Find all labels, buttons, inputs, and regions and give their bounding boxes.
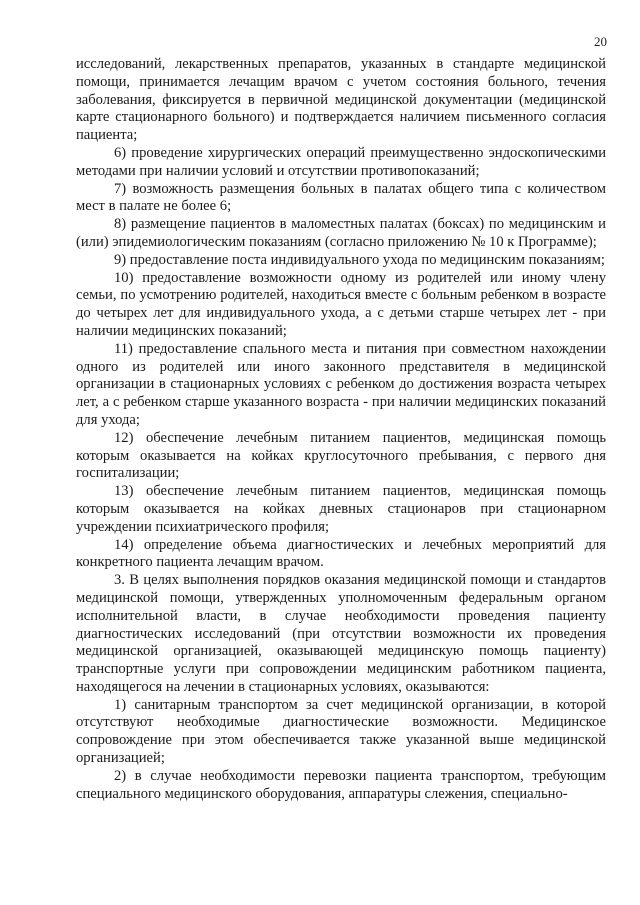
page-number: 20: [594, 34, 607, 49]
document-body: [76, 56, 606, 803]
paragraph-item-14: 14) определение объема диагностических и лечебных мероприятий для конкретного пациента лечащим врачом.: [76, 536, 606, 571]
paragraph-item-11: 11) предоставление спального места и питания при совместном нахождении одного из родителей или иного законного представителя в медицинской организации в стационарных условиях с ребенком до достижения возраста четырех лет, а с ребенком старше указанного возраста - при наличии медицинских показаний для ухода;: [76, 340, 606, 428]
paragraph-item-10: 10) предоставление возможности одному из родителей или иному члену семьи, по усмотрению родителей, находиться вместе с больным ребенком в возрасте до четырех лет для индивидуального ухода, а с детьми старше четырех лет - при наличии медицинских показаний;: [76, 269, 606, 339]
paragraph-item-9: 9) предоставление поста индивидуального ухода по медицинским показаниям;: [114, 251, 605, 268]
paragraph-item-8: 8) размещение пациентов в маломестных палатах (боксах) по медицинским и (или) эпидемиологическим показаниям (согласно приложению № 10 к Программе);: [76, 216, 606, 250]
paragraph-item-7: 7) возможность размещения больных в палатах общего типа с количеством мест в палате не более 6;: [76, 180, 606, 215]
paragraph-sub-2: 2) в случае необходимости перевозки пациента транспортом, требующим специального медицинского оборудования, аппаратуры слежения, специально-: [76, 767, 606, 802]
paragraph-sub-1: 1) санитарным транспортом за счет медицинской организации, в которой отсутствуют необходимые диагностические возможности. Медицинское сопровождение при этом обеспечивается также указанной выше медицинской организацией;: [76, 696, 606, 767]
paragraph-item-12: 12) обеспечение лечебным питанием пациентов, медицинская помощь которым оказывается на койках круглосуточного пребывания, с первого дня госпитализации;: [76, 429, 606, 482]
paragraph-section-3: 3. В целях выполнения порядков оказания медицинской помощи и стандартов медицинской помощи, утвержденных уполномоченным федеральным органом исполнительной власти, в случае необходимости проведения пациенту диагностических исследований (при отсутствии возможности их проведения медицинской организацией, оказывающей медицинскую помощь пациенту) транспортные услуги при сопровождении медицинским работником пациента, находящегося на лечении в стационарных условиях, оказываются:: [76, 572, 606, 695]
paragraph-continuation: исследований, лекарственных препаратов, указанных в стандарте медицинской помощи, принимается лечащим врачом с учетом состояния больного, течения заболевания, фиксируется в первичной медицинской документации (медицинской карте стационарного больного) и подтверждается наличием письменного согласия пациента;: [76, 56, 606, 144]
paragraph-item-13: 13) обеспечение лечебным питанием пациентов, медицинская помощь которым оказывается на койках дневных стационаров при стационарном учреждении психиатрического профиля;: [76, 483, 606, 535]
paragraph-item-6: 6) проведение хирургических операций преимущественно эндоскопическими методами при наличии условий и отсутствии противопоказаний;: [76, 144, 606, 179]
